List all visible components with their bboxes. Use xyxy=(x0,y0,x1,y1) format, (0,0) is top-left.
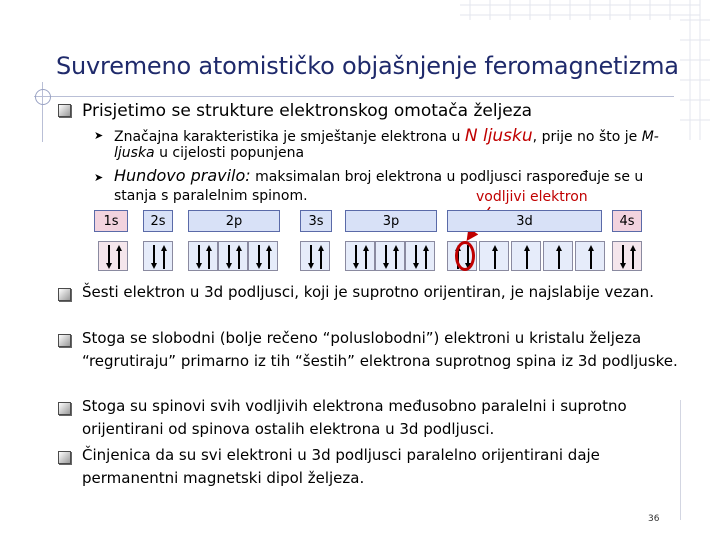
spin-down-arrow-icon xyxy=(225,244,233,270)
m-shell-text: M- xyxy=(641,129,659,145)
orbital-box-2s xyxy=(143,241,173,271)
spin-down-arrow-icon xyxy=(150,244,158,270)
sub-bullet-line1 xyxy=(114,126,659,146)
spin-up-arrow-icon xyxy=(362,244,370,270)
bullet-box-icon xyxy=(58,288,71,301)
sub-bullet-hund-line2: stanja s paralelnim spinom. xyxy=(114,188,308,204)
spin-down-arrow-icon xyxy=(255,244,263,270)
subshell-2p xyxy=(188,210,280,232)
orbital-box-2p xyxy=(248,241,278,271)
spin-down-arrow-icon xyxy=(307,244,315,270)
sub-bullet-text: maksimalan broj elektrona u podljusci raspoređuje se u xyxy=(250,169,644,185)
subshell-label: 3p xyxy=(382,213,400,229)
subshell-label: 3s xyxy=(308,213,324,229)
spin-up-arrow-icon xyxy=(629,244,637,270)
orbital-box-4s xyxy=(612,241,642,271)
paragraph-3: Stoga su spinovi svih vodljivih elektrona međusobno paralelni i suprotno orijentirani od spinova ostalih elektrona u 3d podljusci. xyxy=(82,397,627,438)
orbital-box-3d xyxy=(511,241,541,271)
bullet-box-icon xyxy=(58,402,71,415)
spin-up-arrow-icon xyxy=(160,244,168,270)
spin-up-arrow-icon xyxy=(523,244,531,270)
page-number: 36 xyxy=(648,514,660,524)
spin-up-arrow-icon xyxy=(265,244,273,270)
spin-down-arrow-icon xyxy=(412,244,420,270)
n-shell-text: N ljusku xyxy=(464,126,533,146)
subshell-label: 2s xyxy=(150,213,166,229)
paragraph-1: Šesti elektron u 3d podljusci, koji je suprotno orijentiran, je najslabije vezan. xyxy=(82,283,654,301)
bullet-box-icon xyxy=(58,334,71,347)
arrowhead-bullet-icon: ➤ xyxy=(94,129,104,142)
divider-ring-icon xyxy=(35,89,51,105)
orbital-box-2p xyxy=(218,241,248,271)
orbital-box-1s xyxy=(98,241,128,271)
subshell-label: 4s xyxy=(619,213,635,229)
slide-title: Suvremeno atomističko objašnjenje feromagnetizma xyxy=(56,52,679,80)
subshell-3s xyxy=(300,210,332,232)
paragraph-2: Stoga se slobodni (bolje rečeno “poluslobodni”) elektroni u kristalu željeza “regrutiraju” primarno iz tih “šestih” elektrona suprotnog spina iz 3d podljuske. xyxy=(82,329,678,370)
bullet-main: Prisjetimo se strukture elektronskog omotača željeza xyxy=(82,101,533,121)
subshell-4s xyxy=(612,210,642,232)
orbital-box-2p xyxy=(188,241,218,271)
subshell-3p xyxy=(345,210,437,232)
spin-down-arrow-icon xyxy=(105,244,113,270)
sub-bullet-text: u cijelosti popunjena xyxy=(154,145,305,161)
orbital-box-3p xyxy=(375,241,405,271)
subshell-label: 3d xyxy=(516,213,533,229)
spin-down-arrow-icon xyxy=(195,244,203,270)
bullet-box-icon xyxy=(58,451,71,464)
spin-down-arrow-icon xyxy=(382,244,390,270)
spin-down-arrow-icon xyxy=(619,244,627,270)
spin-up-arrow-icon xyxy=(205,244,213,270)
footer-divider xyxy=(680,400,681,520)
hund-rule-label: Hundovo pravilo: xyxy=(114,166,251,185)
sub-bullet-line2 xyxy=(114,145,304,161)
subshell-label: 1s xyxy=(103,213,119,229)
spin-up-arrow-icon xyxy=(422,244,430,270)
sub-bullet-text: , prije no što je xyxy=(532,129,642,145)
orbital-box-3p xyxy=(345,241,375,271)
spin-up-arrow-icon xyxy=(555,244,563,270)
spin-up-arrow-icon xyxy=(491,244,499,270)
orbital-box-3s xyxy=(300,241,330,271)
spin-up-arrow-icon xyxy=(317,244,325,270)
subshell-3d xyxy=(447,210,602,232)
sub-bullet-text: Značajna karakteristika je smještanje elektrona u xyxy=(114,129,465,145)
spin-up-arrow-icon xyxy=(392,244,400,270)
conduction-electron-highlight xyxy=(455,241,475,271)
paragraph-4: Činjenica da su svi elektroni u 3d podljusci paralelno orijentirani daje permanentni magnetski dipol željeza. xyxy=(82,446,600,487)
conduction-electron-label: vodljivi elektron xyxy=(476,189,588,205)
sub-bullet-hund-line1 xyxy=(114,166,643,185)
subshell-2s xyxy=(143,210,173,232)
orbital-box-3d xyxy=(479,241,509,271)
subshell-1s xyxy=(94,210,128,232)
orbital-box-3d xyxy=(543,241,573,271)
spin-up-arrow-icon xyxy=(235,244,243,270)
arrowhead-bullet-icon: ➤ xyxy=(94,171,104,184)
orbital-box-3p xyxy=(405,241,435,271)
spin-up-arrow-icon xyxy=(587,244,595,270)
title-divider-horizontal xyxy=(34,96,674,97)
m-shell-text: ljuska xyxy=(114,145,155,161)
bullet-box-icon xyxy=(58,104,71,117)
subshell-label: 2p xyxy=(225,213,243,229)
spin-down-arrow-icon xyxy=(352,244,360,270)
spin-up-arrow-icon xyxy=(115,244,123,270)
orbital-box-3d xyxy=(575,241,605,271)
